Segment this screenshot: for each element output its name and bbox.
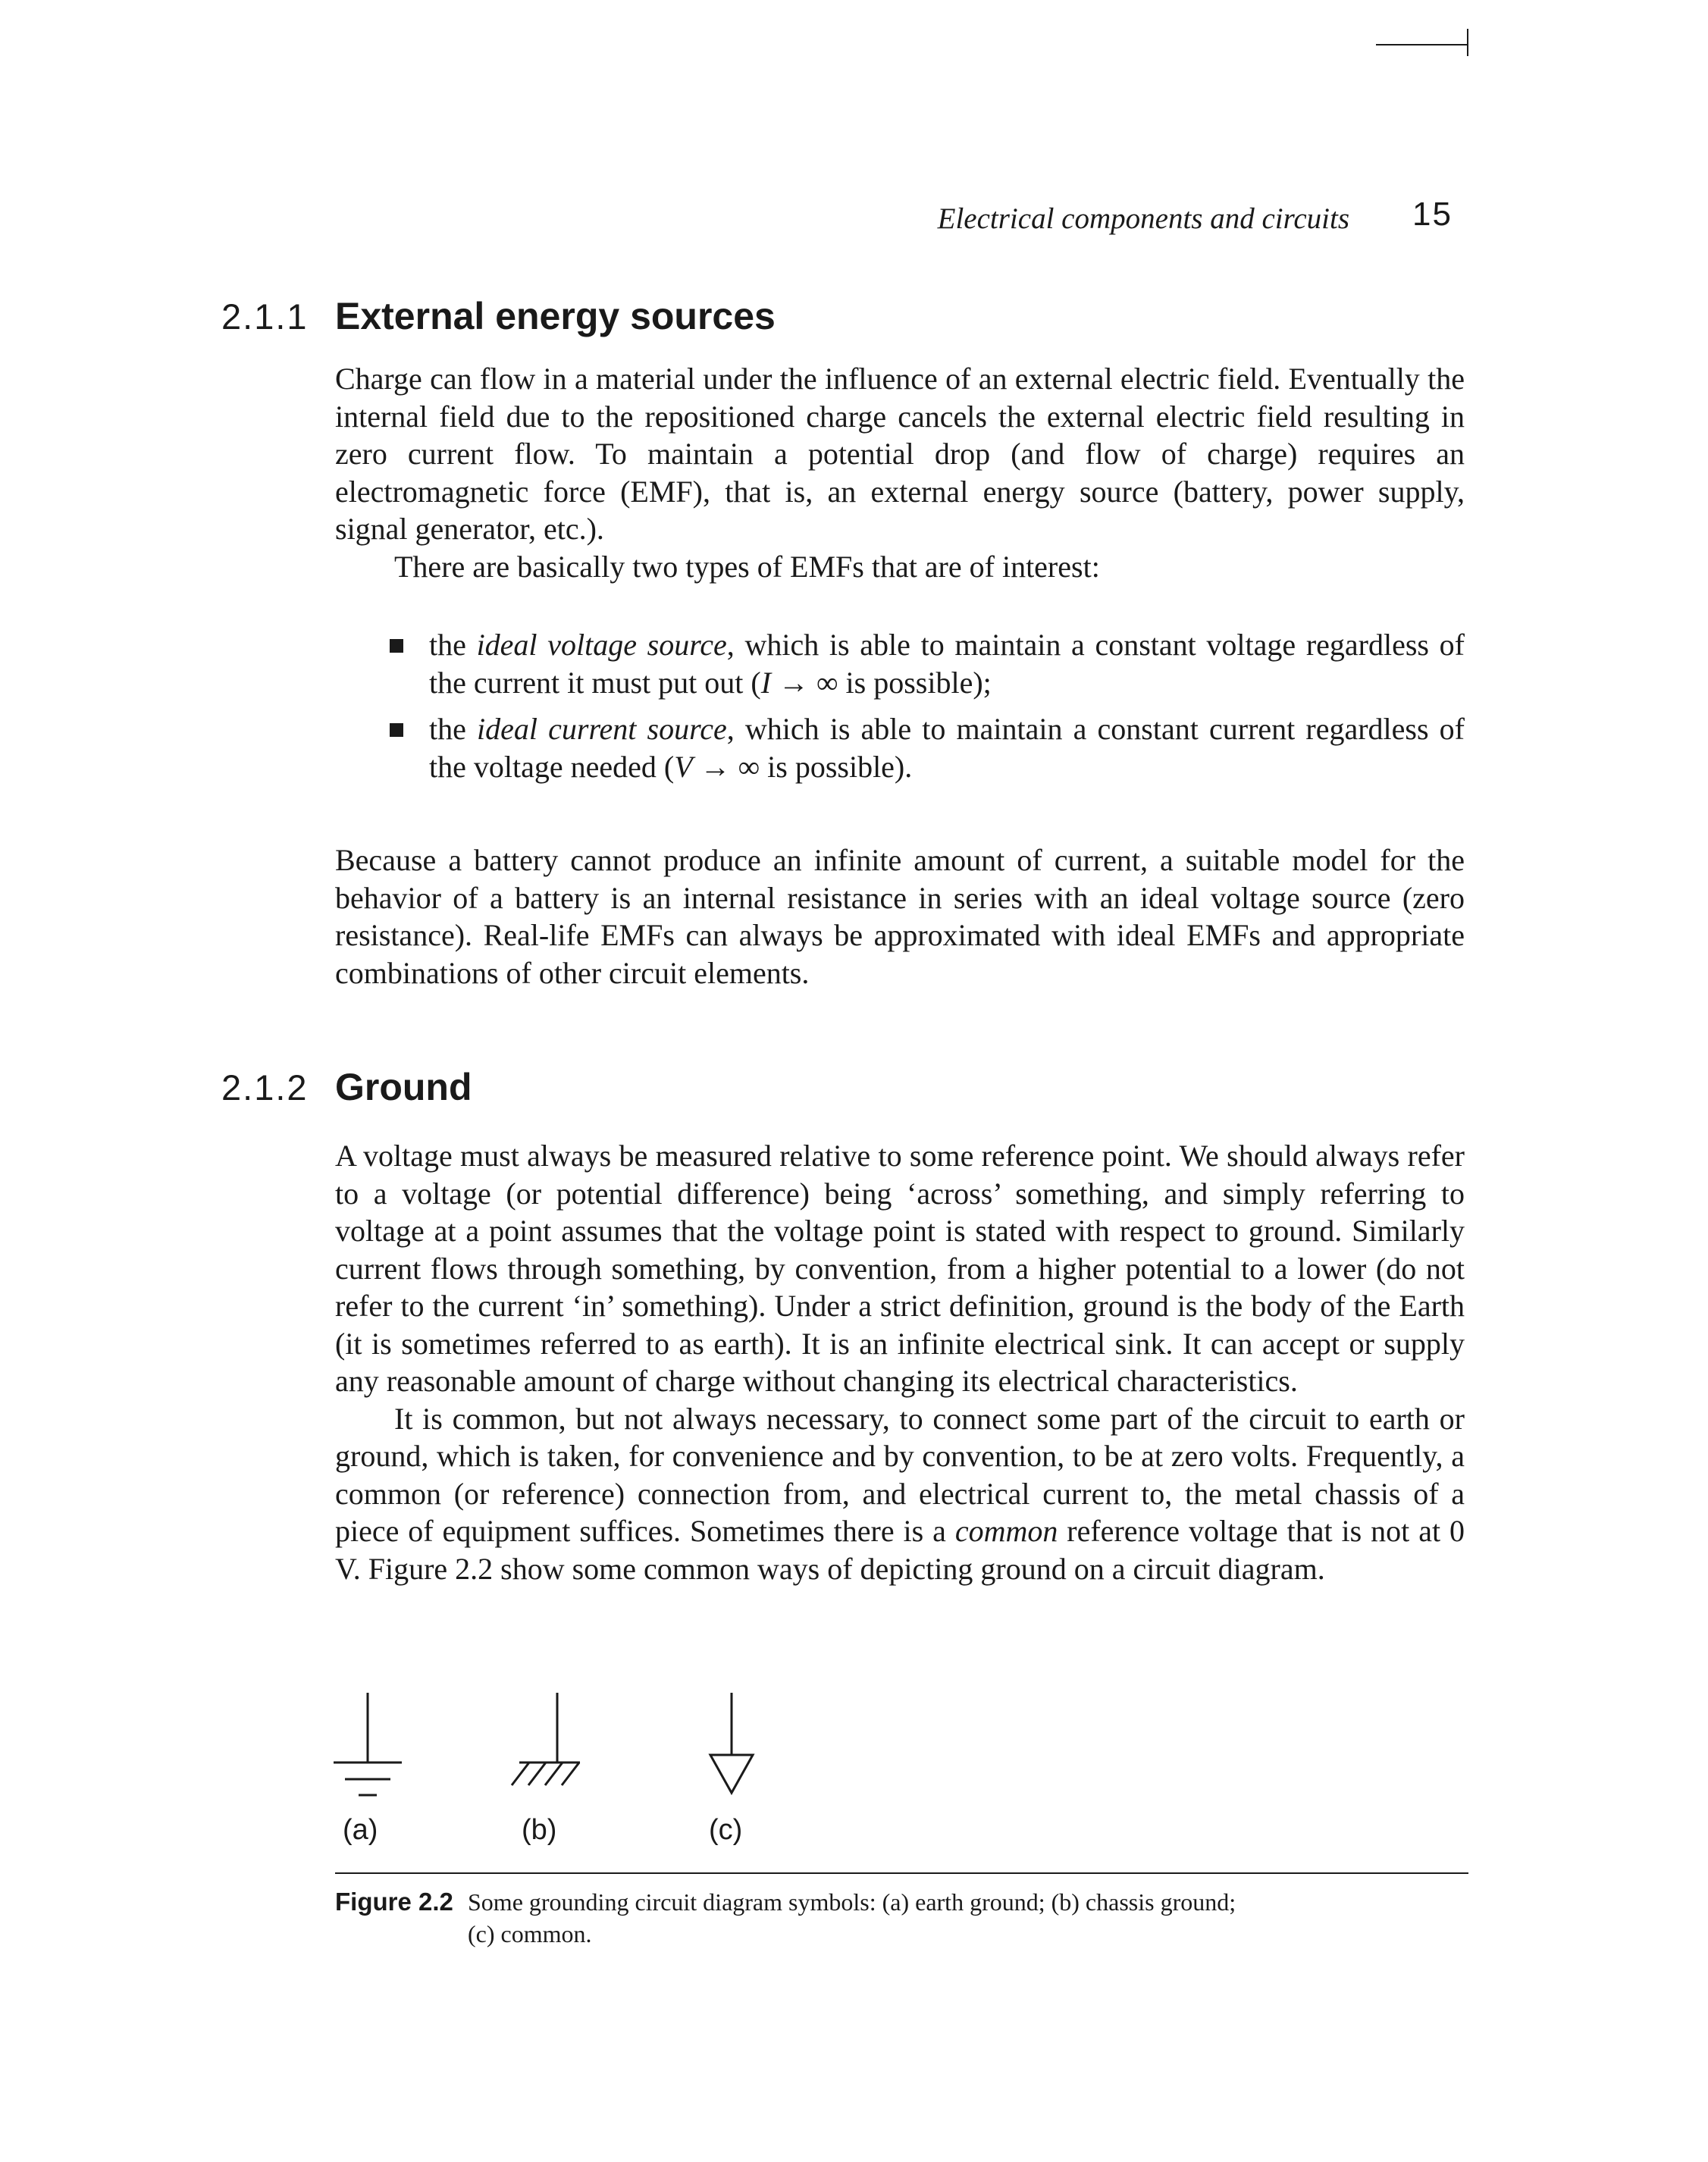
paragraph: There are basically two types of EMFs that are of interest: bbox=[394, 549, 1100, 584]
figure-caption-text: Some grounding circuit diagram symbols: (a) earth ground; (b) chassis ground; bbox=[468, 1888, 1236, 1916]
bullet-icon bbox=[390, 723, 403, 737]
figure-label-c: (c) bbox=[709, 1814, 743, 1846]
ground-symbols-drawing bbox=[326, 1687, 796, 1816]
figure-label-b: (b) bbox=[522, 1814, 557, 1846]
paragraph: Because a battery cannot produce an infinite amount of current, a suitable model for the behavior of a battery is an internal resistance in series with an ideal voltage source (zero resistance). Real-life EMFs can always be approximated with ideal EMFs and appropriate combinations of other circuit elements. bbox=[335, 843, 1465, 990]
section1-intro bbox=[335, 360, 1465, 585]
list-text: the bbox=[429, 712, 478, 746]
bullet-icon bbox=[390, 639, 403, 653]
list-text: , which is able to maintain a constant current regardless of the voltage needed ( bbox=[429, 712, 1465, 784]
paragraph bbox=[335, 1400, 1465, 1588]
list-emphasis: ideal voltage source bbox=[476, 628, 727, 662]
chassis-ground-icon bbox=[512, 1693, 580, 1785]
running-header bbox=[849, 196, 1486, 256]
running-title: Electrical components and circuits bbox=[937, 202, 1349, 235]
figure-caption-rule bbox=[335, 1872, 1468, 1874]
section-heading-ground bbox=[221, 1065, 472, 1109]
section-title: External energy sources bbox=[335, 295, 776, 337]
math-variable: I bbox=[760, 665, 772, 700]
section-number: 2.1.1 bbox=[221, 296, 309, 337]
list-item bbox=[335, 710, 1465, 785]
list-emphasis: ideal current source bbox=[477, 712, 727, 746]
section-number: 2.1.2 bbox=[221, 1067, 309, 1108]
page-number: 15 bbox=[1412, 196, 1453, 233]
paragraph-text: reference voltage that is not at 0 V. Figure 2.2 show some common ways of depicting ground on a circuit diagram. bbox=[335, 1514, 1465, 1586]
list-text: , which is able to maintain a constant voltage regardless of the current it must put out ( bbox=[429, 628, 1465, 700]
paragraph-text: It is common, but not always necessary, to connect some part of the circuit to earth or ground, which is taken, for convenience and by convention, to be at zero volts. Frequently, a common (or reference) connection from, and electrical current to, the metal chassis of a piece of equipment suffices. Sometimes there is a bbox=[335, 1401, 1465, 1548]
list-text: the bbox=[429, 628, 477, 662]
common-ground-icon bbox=[710, 1693, 753, 1793]
paragraph: Charge can flow in a material under the influence of an external electric field. Eventually the internal field due to the repositioned charge cancels the external electric field resulting in zero current flow. To maintain a potential drop (and flow of charge) requires an electromagnetic force (EMF), that is, an external energy source (battery, power supply, signal generator, etc.). bbox=[335, 362, 1465, 546]
page-number-rule bbox=[1376, 44, 1467, 45]
figure-label-a: (a) bbox=[343, 1814, 378, 1846]
figure-caption-label: Figure 2.2 bbox=[335, 1888, 453, 1916]
figure-caption bbox=[335, 1886, 1468, 1950]
earth-ground-icon bbox=[334, 1693, 402, 1795]
figure-caption-text-continued: (c) common. bbox=[468, 1920, 592, 1947]
section1-battery-paragraph bbox=[335, 841, 1465, 992]
emf-type-list bbox=[335, 626, 1465, 794]
section2-body bbox=[335, 1137, 1465, 1587]
list-item bbox=[335, 626, 1465, 701]
paragraph-emphasis: common bbox=[954, 1514, 1058, 1548]
section-title: Ground bbox=[335, 1066, 472, 1108]
section-heading-external-energy bbox=[221, 294, 776, 338]
figure-2-2 bbox=[326, 1687, 796, 1861]
paragraph: A voltage must always be measured relative to some reference point. We should always refer to a voltage (or potential difference) being ‘across’ something, and simply referring to voltage at a point assumes that the voltage point is stated with respect to ground. Similarly current flows through something, by convention, from a higher potential to a lower (do not refer to the current ‘in’ something). Under a strict definition, ground is the body of the Earth (it is sometimes referred to as earth). It is an infinite electrical sink. It can accept or supply any reasonable amount of charge without changing its electrical characteristics. bbox=[335, 1139, 1465, 1398]
math-variable: V bbox=[674, 749, 693, 784]
list-text: → ∞ is possible). bbox=[692, 749, 913, 784]
list-text: → ∞ is possible); bbox=[771, 665, 992, 700]
page-number-tick bbox=[1467, 29, 1468, 56]
